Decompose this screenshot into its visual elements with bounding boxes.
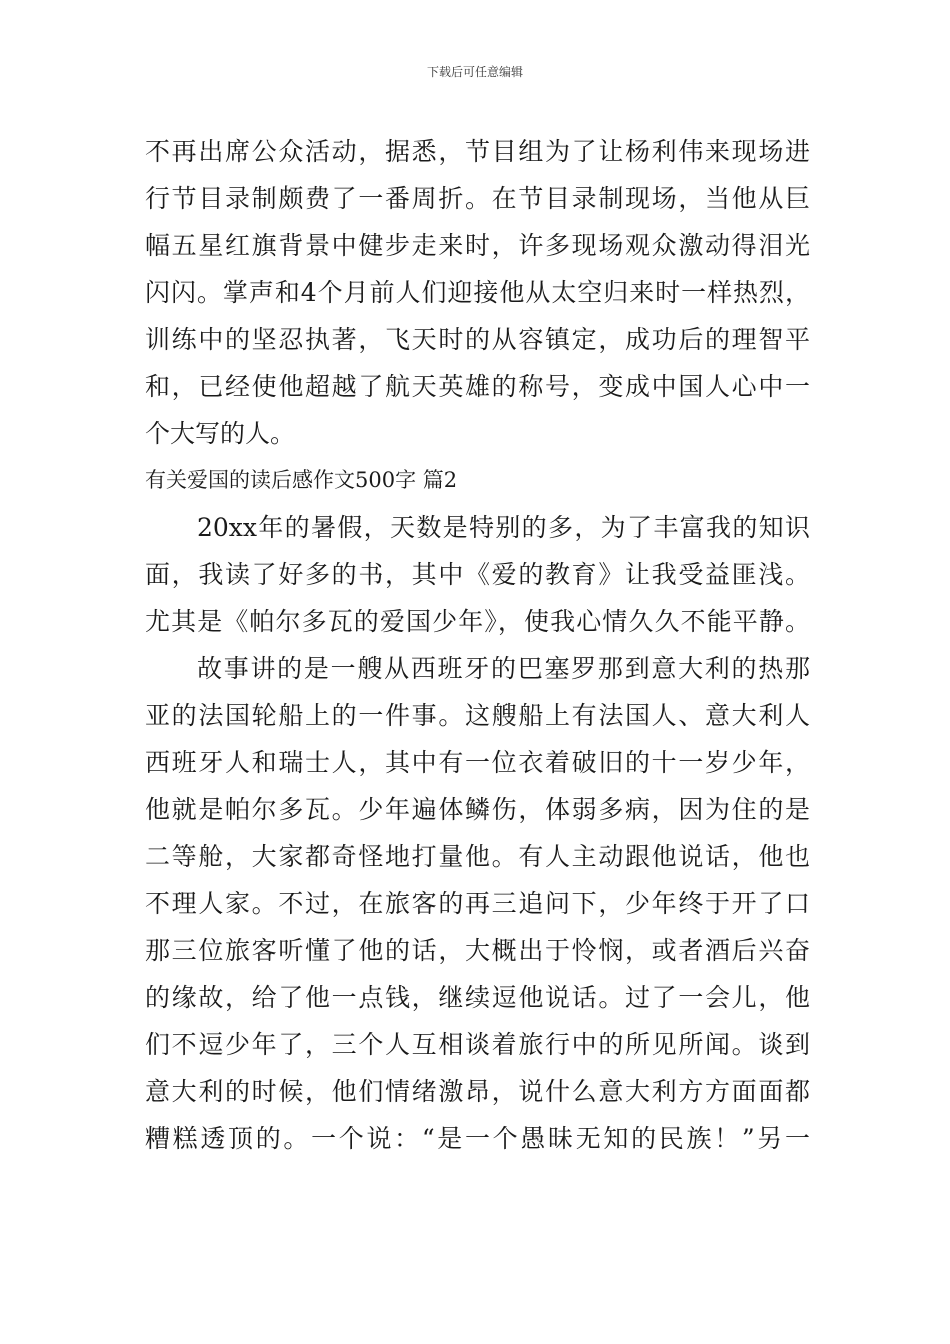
text-line: 那三位旅客听懂了他的话，大概出于怜悯，或者酒后兴奋 [145, 936, 810, 965]
text-line: 意大利的时候，他们情绪激昂，说什么意大利方方面面都 [145, 1077, 810, 1106]
text-line: 西班牙人和瑞士人，其中有一位衣着破旧的十一岁少年， [145, 748, 810, 777]
text-line: 亚的法国轮船上的一件事。这艘船上有法国人、意大利人 [145, 701, 810, 730]
text-line: 20xx年的暑假，天数是特别的多，为了丰富我的知识 [197, 513, 810, 542]
text-line: 二等舱，大家都奇怪地打量他。有人主动跟他说话，他也 [145, 842, 810, 871]
text-line: 训练中的坚忍执著，飞天时的从容镇定，成功后的理智平 [145, 325, 810, 354]
text-line: 故事讲的是一艘从西班牙的巴塞罗那到意大利的热那 [197, 654, 810, 683]
text-line: 的缘故，给了他一点钱，继续逗他说话。过了一会儿，他 [145, 983, 810, 1012]
text-line: 闪闪。掌声和4个月前人们迎接他从太空归来时一样热烈， [145, 278, 810, 307]
text-line: 糟糕透顶的。一个说：“是一个愚昧无知的民族！”另一 [145, 1124, 810, 1153]
text-line: 尤其是《帕尔多瓦的爱国少年》，使我心情久久不能平静。 [145, 607, 810, 636]
text-line: 个大写的人。 [145, 419, 296, 448]
section-heading: 有关爱国的读后感作文500字 篇2 [145, 468, 458, 492]
article-body [145, 128, 810, 1162]
text-line: 不再出席公众活动，据悉，节目组为了让杨利伟来现场进 [145, 137, 810, 166]
text-line: 不理人家。不过，在旅客的再三追问下，少年终于开了口 [145, 889, 810, 918]
text-line: 他就是帕尔多瓦。少年遍体鳞伤，体弱多病，因为住的是 [145, 795, 810, 824]
text-line: 幅五星红旗背景中健步走来时，许多现场观众激动得泪光 [145, 231, 810, 260]
text-line: 行节目录制颇费了一番周折。在节目录制现场，当他从巨 [145, 184, 810, 213]
text-line: 和，已经使他超越了航天英雄的称号，变成中国人心中一 [145, 372, 810, 401]
page-header: 下载后可任意编辑 [426, 65, 523, 79]
text-line: 们不逗少年了，三个人互相谈着旅行中的所见所闻。谈到 [145, 1030, 810, 1059]
text-line: 面，我读了好多的书，其中《爱的教育》让我受益匪浅。 [145, 560, 810, 589]
